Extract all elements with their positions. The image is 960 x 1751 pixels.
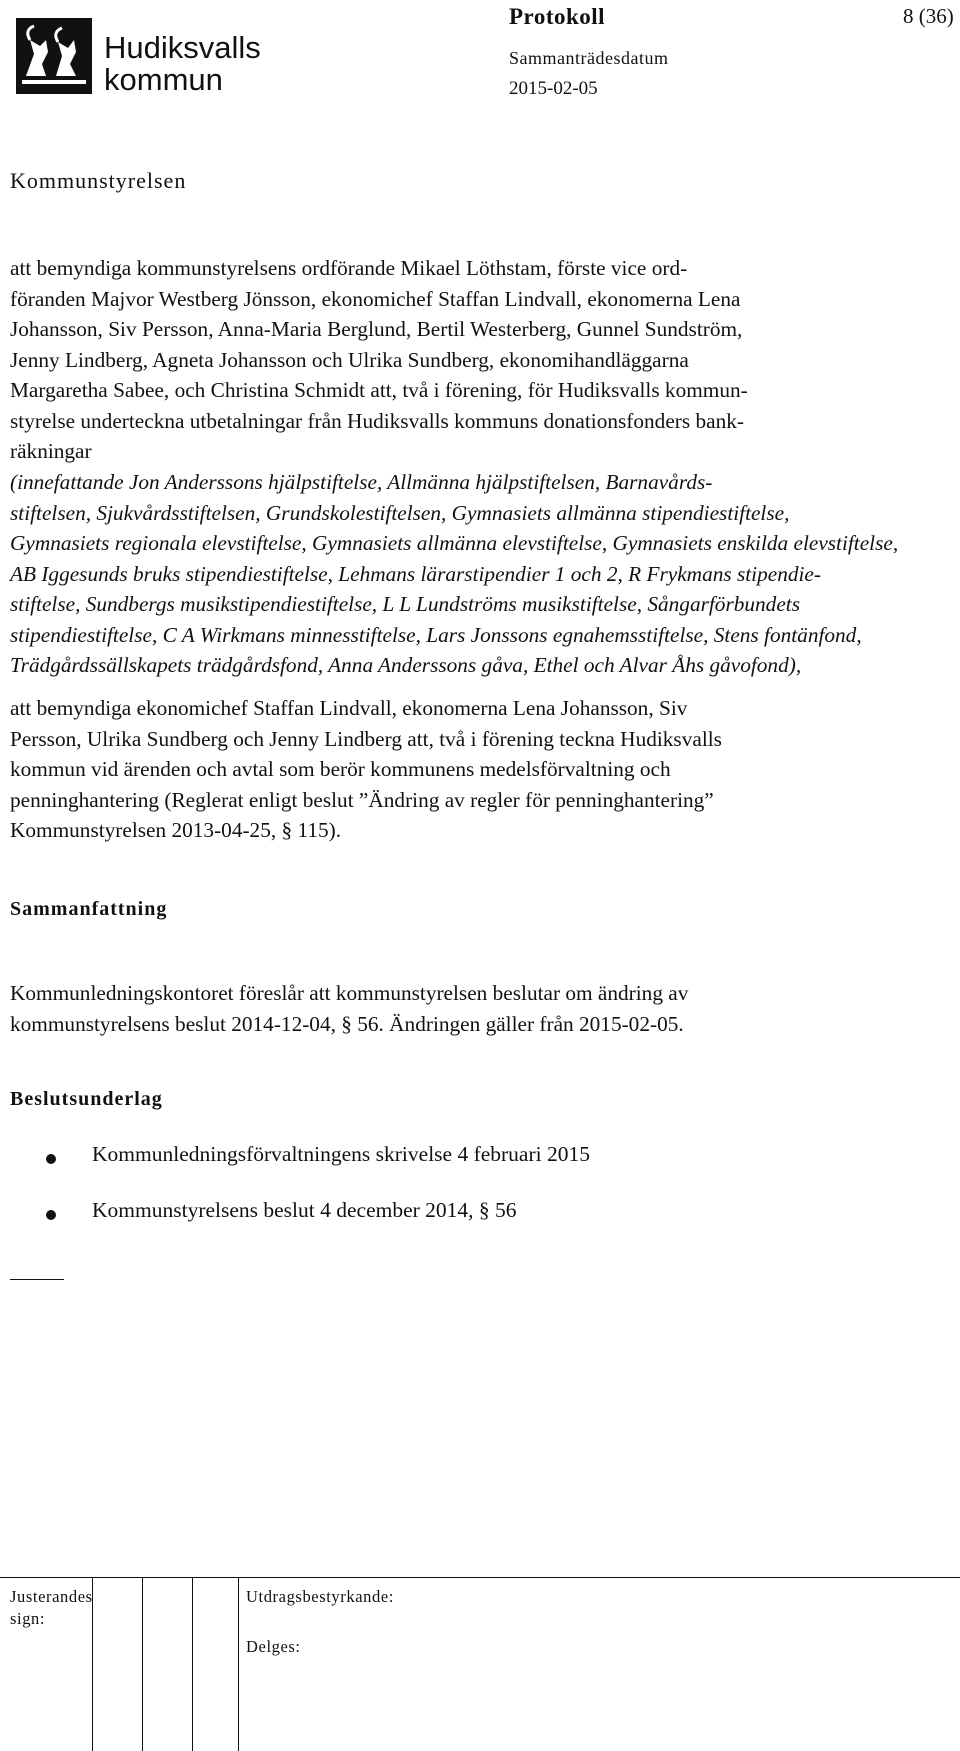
- delges-label: Delges:: [246, 1637, 301, 1656]
- goats-emblem-icon: [16, 18, 92, 94]
- authorization-paragraph-2: att bemyndiga ekonomichef Staffan Lindvall, ekonomerna Lena Johansson, Siv Persson, Ulrika Sundberg och Jenny Lindberg att, två i förening teckna Hudiksvalls kommun vid ärenden och avtal som berör kommunens medelsförvaltning och penninghantering (Reglerat enligt beslut ”Ändring av regler för penninghantering” Kommunstyrelsen 2013-04-25, § 115).: [10, 696, 722, 842]
- document-type: Protokoll: [509, 4, 606, 29]
- logo-line2: kommun: [104, 62, 223, 97]
- meeting-date: 2015-02-05: [509, 78, 598, 99]
- signature-footer: [0, 1577, 960, 1751]
- logo-wordmark: [104, 32, 261, 96]
- organ-title: Kommunstyrelsen: [10, 168, 187, 193]
- bullet-icon: [46, 1154, 56, 1164]
- signature-column-divider: [192, 1578, 193, 1751]
- foundation-list: (innefattande Jon Anderssons hjälpstiftelse, Allmänna hjälpstiftelsen, Barnavårds- stiftelsen, Sjukvårdsstiftelsen, Grundskolestiftelsen, Gymnasiets allmänna stipendiestiftelse, Gymnasiets regionala elevstiftelse, Gymnasiets allmänna elevstiftelse, Gymnasiets enskilda elevstiftelse, AB Iggesunds bruks stipendiestiftelse, Lehmans lärarstipendier 1 och 2, R Frykmans stipendie- stiftelse, Sundbergs musikstipendiestiftelse, L L Lundströms musikstiftelse, Sångarförbundets stipendiestiftelse, C A Wirkmans minnesstiftelse, Lars Jonssons egnahemsstiftelse, Stens fontänfond, Trädgårdssällskapets trädgårdsfond, Anna Anderssons gåva, Ethel och Alvar Åhs gåvofond),: [10, 470, 899, 677]
- justerandes-sign-label: Justerandes sign:: [10, 1587, 93, 1628]
- signature-column-divider: [142, 1578, 143, 1751]
- utdragsbestyrkande-label: Utdragsbestyrkande:: [246, 1587, 394, 1606]
- list-item-text: Kommunstyrelsens beslut 4 december 2014, § 56: [92, 1198, 517, 1222]
- municipality-logo: [16, 16, 266, 96]
- heading-beslutsunderlag: Beslutsunderlag: [10, 1088, 163, 1110]
- list-item-text: Kommunledningsförvaltningens skrivelse 4 februari 2015: [92, 1142, 590, 1166]
- heading-sammanfattning: Sammanfattning: [10, 898, 168, 920]
- summary-paragraph: Kommunledningskontoret föreslår att kommunstyrelsen beslutar om ändring av kommunstyrelsens beslut 2014-12-04, § 56. Ändringen gäller från 2015-02-05.: [10, 981, 689, 1036]
- bullet-icon: [46, 1210, 56, 1220]
- page-number: 8 (36): [903, 4, 954, 28]
- logo-line1: Hudiksvalls: [104, 30, 261, 65]
- signature-column-divider: [238, 1578, 239, 1751]
- authorization-paragraph: att bemyndiga kommunstyrelsens ordförande Mikael Löthstam, förste vice ord- föranden Majvor Westberg Jönsson, ekonomichef Staffan Lindvall, ekonomerna Lena Johansson, Siv Persson, Anna-Maria Berglund, Bertil Westerberg, Gunnel Sundström, Jenny Lindberg, Agneta Johansson och Ulrika Sundberg, ekonomihandläggarna Margaretha Sabee, och Christina Schmidt att, två i förening, för Hudiksvalls kommun- styrelse underteckna utbetalningar från Hudiksvalls kommuns donationsfonders bank- räkningar: [10, 256, 748, 463]
- meeting-date-label: Sammanträdesdatum: [509, 48, 669, 68]
- footnote-rule: [10, 1279, 64, 1280]
